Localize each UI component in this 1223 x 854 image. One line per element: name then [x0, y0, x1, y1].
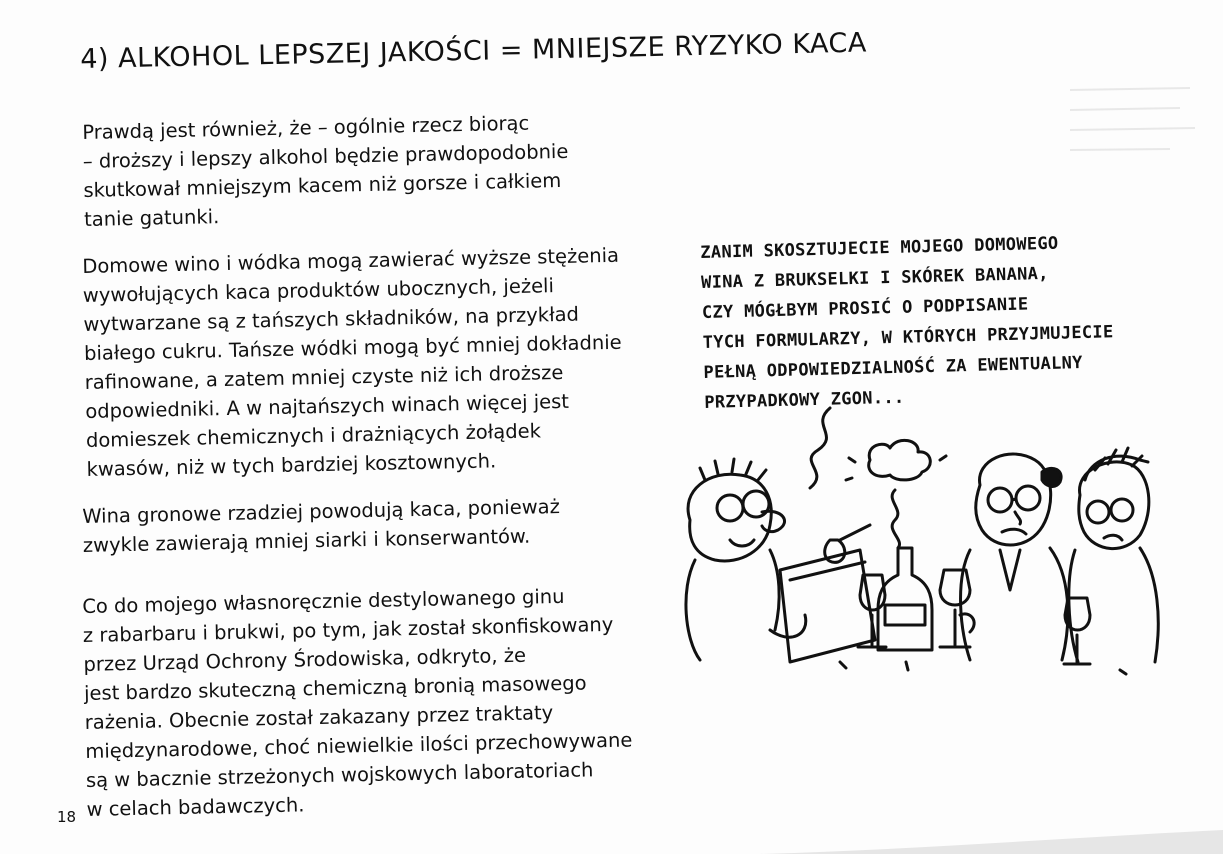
paragraph-4: [82, 580, 677, 824]
speech-line: WINA Z BRUKSELKI I SKÓREK BANANA,: [700, 263, 1049, 293]
speech-line: PRZYPADKOWY ZGON...: [704, 387, 905, 413]
speech-line: TYCH FORMULARZY, W KTÓRYCH PRZYJMUJECIE: [702, 322, 1114, 353]
text-line: z rabarbaru i brukwi, po tym, jak został skonfiskowany: [82, 612, 614, 647]
text-line: przez Urząd Ochrony Środowiska, odkryto, że: [83, 643, 527, 676]
speech-line: CZY MÓGŁBYM PROSIĆ O PODPISANIE: [701, 294, 1029, 323]
text-line: Domowe wino i wódka mogą zawierać wyższe stężenia: [82, 243, 620, 278]
text-line: białego cukru. Tańsze wódki mogą być mniej dokładnie: [83, 330, 622, 365]
speech-line: PEŁNĄ ODPOWIEDZIALNOŚĆ ZA EWENTUALNY: [703, 353, 1083, 383]
paragraph-1: [82, 106, 674, 234]
text-line: są w bacznie strzeżonych wojskowych laboratoriach: [85, 758, 594, 792]
text-line: Co do mojego własnoręcznie destylowanego ginu: [82, 584, 565, 618]
text-line: w celach badawczych.: [86, 793, 305, 821]
text-line: jest bardzo skuteczną chemiczną bronią masowego: [83, 671, 587, 705]
text-line: wywołujących kaca produktów ubocznych, jeżeli: [82, 274, 555, 307]
text-line: Prawdą jest również, że – ogólnie rzecz biorąc: [82, 111, 530, 144]
text-line: Wina gronowe rzadziej powodują kaca, ponieważ: [82, 494, 561, 528]
text-line: – droższy i lepszy alkohol będzie prawdopodobnie: [82, 139, 569, 173]
bleed-through-decoration: [1060, 80, 1200, 200]
paragraph-3: [82, 490, 673, 560]
text-line: rażenia. Obecnie został zakazany przez traktaty: [84, 701, 554, 734]
page-edge-shadow: [760, 826, 1223, 854]
page-number: 18: [57, 808, 77, 826]
text-line: odpowiedniki. A w najtańszych winach więcej jest: [85, 389, 570, 423]
text-line: zwykle zawierają mniej siarki i konserwantów.: [82, 524, 531, 557]
text-line: kwasów, niż w tych bardziej kosztownych.: [86, 449, 497, 481]
cartoon-four-people-wine-icon: [670, 400, 1190, 700]
text-line: skutkował mniejszym kacem niż gorsze i całkiem: [83, 168, 562, 202]
page-title: 4) ALKOHOL LEPSZEJ JAKOŚCI = MNIEJSZE RYZYKO KACA: [80, 27, 868, 75]
text-line: domieszek chemicznych i drażniących żołądek: [85, 419, 542, 452]
speech-caption: [700, 227, 1115, 418]
text-line: międzynarodowe, choć niewielkie ilości przechowywane: [85, 728, 633, 763]
speech-line: ZANIM SKOSZTUJECIE MOJEGO DOMOWEGO: [700, 233, 1059, 263]
text-line: rafinowane, a zatem mniej czyste niż ich droższe: [84, 360, 564, 394]
text-line: wytwarzane są z tańszych składników, na przykład: [83, 302, 580, 336]
text-line: tanie gatunki.: [83, 205, 220, 231]
paragraph-2: [82, 240, 677, 484]
